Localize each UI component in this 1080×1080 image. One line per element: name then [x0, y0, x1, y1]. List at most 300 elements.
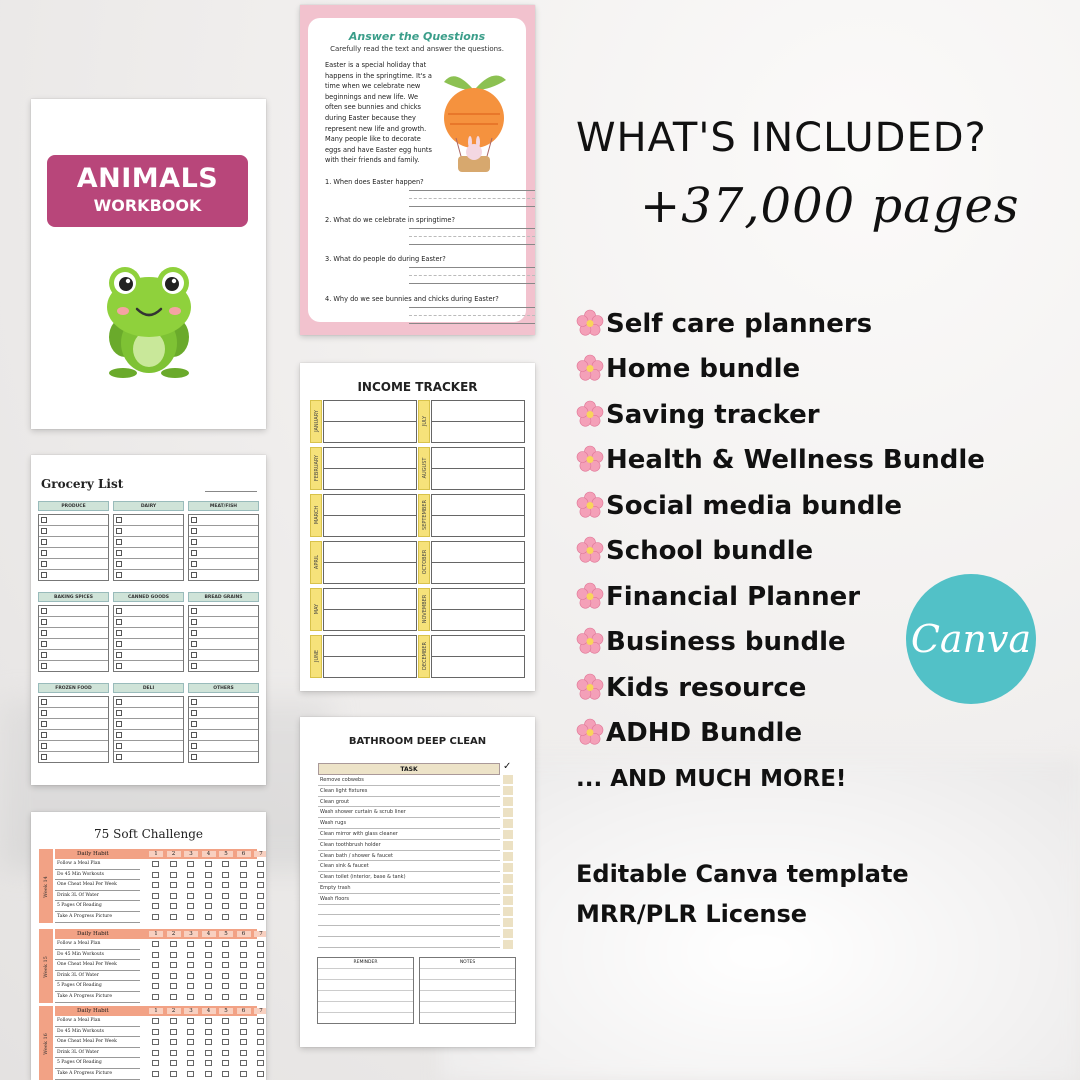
income-month-row [418, 539, 526, 586]
habit-checkbox[interactable] [205, 1018, 212, 1024]
habit-checkbox[interactable] [257, 962, 264, 968]
habit-checkbox[interactable] [222, 952, 229, 958]
habit-checkbox[interactable] [187, 952, 194, 958]
habit-checkbox[interactable] [152, 1029, 159, 1035]
habit-checkbox[interactable] [257, 914, 264, 920]
habit-checkbox[interactable] [222, 941, 229, 947]
task-row[interactable]: Empty trash [318, 883, 500, 894]
grocery-checkbox[interactable] [191, 699, 197, 705]
included-item-label: ADHD Bundle [606, 718, 803, 749]
task-row[interactable]: Clean mirror with glass cleaner [318, 829, 500, 840]
habit-checkbox[interactable] [222, 1029, 229, 1035]
habit-checkbox[interactable] [152, 1050, 159, 1056]
income-right-column [418, 398, 526, 680]
habit-checkbox[interactable] [152, 962, 159, 968]
habit-checkbox[interactable] [205, 903, 212, 909]
answer-lines-2[interactable] [409, 228, 535, 252]
grocery-checkbox[interactable] [191, 619, 197, 625]
footer-line-1: Editable Canva template [576, 860, 909, 888]
habit-row: Follow a Meal Plan [55, 939, 140, 950]
task-checkbox-column[interactable] [503, 775, 513, 951]
grocery-section [113, 683, 184, 763]
task-row[interactable] [318, 915, 500, 926]
grocery-checkbox[interactable] [191, 608, 197, 614]
animals-workbook-page [31, 99, 266, 429]
habit-checkbox[interactable] [152, 1018, 159, 1024]
animals-banner [47, 155, 248, 227]
habit-checkbox[interactable] [205, 1039, 212, 1045]
grocery-checkbox[interactable] [41, 710, 47, 716]
income-entry-box[interactable] [431, 494, 525, 537]
habit-checkbox[interactable] [257, 994, 264, 1000]
answer-title: Answer the Questions [348, 30, 486, 43]
grocery-checkbox[interactable] [116, 754, 122, 760]
flower-icon [576, 354, 604, 382]
day-number: 7 [254, 1008, 266, 1014]
grocery-items-list[interactable] [38, 605, 109, 672]
income-entry-box[interactable] [431, 541, 525, 584]
habit-checkbox[interactable] [222, 903, 229, 909]
carrot-balloon-illustration [434, 68, 514, 178]
habit-checkbox[interactable] [170, 882, 177, 888]
grocery-checkbox[interactable] [116, 699, 122, 705]
habit-checkbox[interactable] [240, 914, 247, 920]
grocery-checkbox[interactable] [191, 663, 197, 669]
grocery-checkbox[interactable] [116, 517, 122, 523]
task-row[interactable]: Wash floors [318, 894, 500, 905]
habit-checkbox[interactable] [187, 903, 194, 909]
grocery-items-list[interactable] [188, 605, 259, 672]
income-entry-box[interactable] [323, 447, 417, 490]
habit-row: One Cheat Meal Per Week [55, 880, 140, 891]
grocery-checkbox[interactable] [116, 550, 122, 556]
habit-checkbox[interactable] [205, 1029, 212, 1035]
grocery-checkbox[interactable] [116, 743, 122, 749]
habit-checkbox[interactable] [222, 882, 229, 888]
month-label: FEBRUARY [314, 454, 320, 482]
grocery-items-list[interactable] [113, 696, 184, 763]
challenge-title: 75 Soft Challenge [94, 827, 203, 841]
habit-checkbox[interactable] [187, 882, 194, 888]
grocery-items-list[interactable] [188, 514, 259, 581]
income-entry-box[interactable] [323, 541, 417, 584]
animals-subtitle: WORKBOOK [93, 196, 202, 215]
habit-checkbox[interactable] [257, 1018, 264, 1024]
day-number: 1 [149, 931, 163, 937]
habit-checkbox[interactable] [152, 973, 159, 979]
income-month-row [418, 445, 526, 492]
habit-checkbox[interactable] [240, 1039, 247, 1045]
grocery-checkbox[interactable] [191, 721, 197, 727]
habit-checkbox[interactable] [170, 1071, 177, 1077]
day-number: 2 [167, 851, 181, 857]
habit-header-row [55, 929, 263, 939]
habit-header-row [55, 849, 263, 859]
grocery-checkbox[interactable] [41, 550, 47, 556]
day-number: 6 [237, 1008, 251, 1014]
day-number: 6 [237, 851, 251, 857]
grocery-checkbox[interactable] [41, 539, 47, 545]
grocery-checkbox[interactable] [41, 732, 47, 738]
habit-checkbox[interactable] [152, 872, 159, 878]
habit-checkbox[interactable] [257, 1050, 264, 1056]
week-label-text: Week 14 [43, 876, 49, 898]
grocery-checkbox[interactable] [41, 619, 47, 625]
habit-checkbox[interactable] [222, 1060, 229, 1066]
grocery-checkbox[interactable] [191, 754, 197, 760]
month-label: MARCH [314, 505, 320, 525]
habit-checkbox[interactable] [257, 1029, 264, 1035]
and-much-more [576, 756, 985, 802]
habit-checkbox[interactable] [205, 1060, 212, 1066]
habit-checkbox[interactable] [170, 1029, 177, 1035]
income-month-row [310, 445, 418, 492]
habit-checkbox[interactable] [187, 861, 194, 867]
habit-checkbox[interactable] [205, 962, 212, 968]
task-row[interactable] [318, 905, 500, 916]
grocery-checkbox[interactable] [116, 630, 122, 636]
habit-checkbox[interactable] [240, 893, 247, 899]
included-item-label: Kids resource [606, 672, 807, 703]
habit-checkbox[interactable] [257, 903, 264, 909]
habit-checkbox[interactable] [187, 1039, 194, 1045]
question-2: 2. What do we celebrate in springtime? [325, 216, 455, 224]
habit-checkbox[interactable] [222, 973, 229, 979]
habit-checkbox[interactable] [170, 872, 177, 878]
grocery-checkbox[interactable] [41, 528, 47, 534]
habit-checkbox[interactable] [222, 983, 229, 989]
income-left-column [310, 398, 418, 680]
included-item-label: Self care planners [606, 308, 873, 339]
habit-checkbox[interactable] [257, 893, 264, 899]
grocery-section [38, 501, 109, 581]
income-entry-box[interactable] [323, 635, 417, 678]
grocery-checkbox[interactable] [191, 630, 197, 636]
included-item-label: Business bundle [606, 627, 846, 658]
grocery-items-list[interactable] [113, 605, 184, 672]
habit-checkbox[interactable] [170, 952, 177, 958]
task-row[interactable] [318, 926, 500, 937]
habit-checkbox[interactable] [257, 1060, 264, 1066]
grocery-checkbox[interactable] [116, 619, 122, 625]
answer-lines-4[interactable] [409, 307, 535, 321]
day-number: 4 [202, 1008, 216, 1014]
habit-checkbox[interactable] [205, 872, 212, 878]
day-number: 6 [237, 931, 251, 937]
habit-checkbox[interactable] [240, 882, 247, 888]
habit-checkbox[interactable] [222, 994, 229, 1000]
task-row[interactable]: Clean toilet (interior, base & tank) [318, 872, 500, 883]
grocery-checkbox[interactable] [116, 652, 122, 658]
grocery-checkbox[interactable] [191, 561, 197, 567]
habit-row: Take A Progress Picture [55, 992, 140, 1003]
grocery-checkbox[interactable] [116, 641, 122, 647]
grocery-checkbox[interactable] [116, 561, 122, 567]
answer-lines-1[interactable] [409, 190, 535, 214]
income-month-row [310, 492, 418, 539]
habit-checkbox[interactable] [187, 983, 194, 989]
grocery-checkbox[interactable] [116, 663, 122, 669]
task-row[interactable] [318, 937, 500, 948]
month-label: JULY [422, 415, 428, 427]
habit-checkbox[interactable] [170, 914, 177, 920]
habit-row: Take A Progress Picture [55, 1069, 140, 1080]
habit-checkbox[interactable] [152, 1060, 159, 1066]
habit-checkbox[interactable] [187, 872, 194, 878]
task-row[interactable]: Wash rugs [318, 818, 500, 829]
task-row[interactable]: Clean light fixtures [318, 786, 500, 797]
income-entry-box[interactable] [431, 447, 525, 490]
habit-checkbox[interactable] [222, 1071, 229, 1077]
day-number: 3 [184, 1008, 198, 1014]
and-much-more-label: ... AND MUCH MORE! [576, 765, 847, 792]
grocery-checkbox[interactable] [116, 608, 122, 614]
habit-checkbox[interactable] [170, 893, 177, 899]
grocery-section-header: CANNED GOODS [113, 592, 184, 602]
habit-checkbox[interactable] [170, 994, 177, 1000]
notes-box[interactable] [419, 957, 516, 1024]
grocery-checkbox[interactable] [41, 721, 47, 727]
habit-checkbox[interactable] [240, 983, 247, 989]
habit-checkbox[interactable] [205, 893, 212, 899]
habit-checkbox[interactable] [240, 1071, 247, 1077]
habit-checkbox[interactable] [222, 914, 229, 920]
habit-checkbox[interactable] [240, 994, 247, 1000]
bathroom-deep-clean-page [300, 717, 535, 1047]
included-item [576, 347, 985, 393]
grocery-checkbox[interactable] [191, 743, 197, 749]
habit-checkbox[interactable] [152, 1039, 159, 1045]
grocery-checkbox[interactable] [41, 517, 47, 523]
habit-checkbox[interactable] [257, 861, 264, 867]
week-label-text: Week 16 [43, 1033, 49, 1055]
habit-checkbox[interactable] [152, 882, 159, 888]
grocery-section [188, 592, 259, 672]
grocery-checkbox[interactable] [191, 528, 197, 534]
income-entry-box[interactable] [431, 588, 525, 631]
habit-checkbox[interactable] [205, 994, 212, 1000]
habit-checkbox[interactable] [205, 914, 212, 920]
habit-row: Do 45 Min Workouts [55, 1027, 140, 1038]
habit-checkbox[interactable] [240, 962, 247, 968]
habit-checkbox[interactable] [240, 1018, 247, 1024]
grocery-checkbox[interactable] [191, 550, 197, 556]
habit-checkbox[interactable] [205, 1050, 212, 1056]
grocery-items-list[interactable] [113, 514, 184, 581]
habit-checkbox[interactable] [187, 1029, 194, 1035]
habit-checkbox[interactable] [205, 1071, 212, 1077]
habit-checkbox[interactable] [187, 914, 194, 920]
month-label: AUGUST [422, 457, 428, 479]
month-label: JUNE [314, 649, 320, 663]
income-entry-box[interactable] [323, 494, 417, 537]
habit-checkbox[interactable] [240, 1060, 247, 1066]
grocery-items-list[interactable] [188, 696, 259, 763]
grocery-checkbox[interactable] [41, 572, 47, 578]
habit-checkbox[interactable] [152, 941, 159, 947]
question-3: 3. What do people do during Easter? [325, 255, 446, 263]
habit-checkbox[interactable] [240, 941, 247, 947]
grocery-section [113, 501, 184, 581]
habit-checkbox[interactable] [240, 973, 247, 979]
habit-checkbox[interactable] [152, 861, 159, 867]
grocery-checkbox[interactable] [41, 743, 47, 749]
grocery-items-list[interactable] [38, 514, 109, 581]
grocery-items-list[interactable] [38, 696, 109, 763]
habit-checkbox[interactable] [187, 1050, 194, 1056]
grocery-checkbox[interactable] [191, 517, 197, 523]
habit-checkbox[interactable] [187, 1018, 194, 1024]
habit-checkbox[interactable] [205, 882, 212, 888]
included-item-label: Saving tracker [606, 399, 820, 430]
grocery-section [188, 683, 259, 763]
habit-checkbox[interactable] [257, 872, 264, 878]
habit-checkbox[interactable] [170, 1060, 177, 1066]
flower-icon [576, 718, 604, 746]
habit-checkbox[interactable] [152, 952, 159, 958]
habit-checkbox[interactable] [187, 973, 194, 979]
income-entry-box[interactable] [323, 588, 417, 631]
habit-checkbox[interactable] [170, 983, 177, 989]
habit-checkbox[interactable] [240, 952, 247, 958]
habit-row: Drink 3L Of Water [55, 1048, 140, 1059]
habit-row: 5 Pages Of Reading [55, 901, 140, 912]
habit-checkbox[interactable] [205, 941, 212, 947]
grocery-checkbox[interactable] [116, 539, 122, 545]
habit-checkbox[interactable] [170, 861, 177, 867]
task-row[interactable]: Clean sink & faucet [318, 861, 500, 872]
habit-checkbox[interactable] [222, 1018, 229, 1024]
income-entry-box[interactable] [431, 635, 525, 678]
habit-checkbox[interactable] [187, 962, 194, 968]
grocery-list-page [31, 455, 266, 785]
grocery-section [38, 683, 109, 763]
habit-checkbox[interactable] [205, 983, 212, 989]
included-item-label: Social media bundle [606, 490, 903, 521]
grocery-checkbox[interactable] [116, 710, 122, 716]
task-row[interactable]: Wash shower curtain & scrub liner [318, 807, 500, 818]
footer-line-2: MRR/PLR License [576, 900, 807, 928]
grocery-checkbox[interactable] [191, 572, 197, 578]
pages-count: +37,000 pages [640, 178, 1020, 234]
task-row[interactable]: Clean bath / shower & faucet [318, 851, 500, 862]
flower-icon [576, 673, 604, 701]
habit-checkbox[interactable] [222, 1039, 229, 1045]
habit-checkbox[interactable] [257, 952, 264, 958]
grocery-checkbox[interactable] [116, 732, 122, 738]
habit-checkbox[interactable] [170, 1018, 177, 1024]
habit-row: Follow a Meal Plan [55, 859, 140, 870]
task-row[interactable]: Clean toothbrush holder [318, 840, 500, 851]
task-row[interactable]: Clean grout [318, 797, 500, 808]
habit-checkbox[interactable] [257, 973, 264, 979]
habit-checkbox[interactable] [152, 893, 159, 899]
grocery-checkbox[interactable] [191, 732, 197, 738]
included-items-list [576, 301, 985, 802]
grocery-checkbox[interactable] [41, 754, 47, 760]
habit-checkbox[interactable] [240, 872, 247, 878]
habit-checkbox[interactable] [170, 1050, 177, 1056]
habit-checkbox[interactable] [222, 1050, 229, 1056]
question-1: 1. When does Easter happen? [325, 178, 424, 186]
habit-checkbox[interactable] [152, 1071, 159, 1077]
habit-checkbox[interactable] [240, 903, 247, 909]
grocery-section-header: OTHERS [188, 683, 259, 693]
grocery-checkbox[interactable] [116, 572, 122, 578]
grocery-checkbox[interactable] [191, 710, 197, 716]
habit-checkbox[interactable] [152, 983, 159, 989]
habit-checkbox[interactable] [170, 903, 177, 909]
grocery-checkbox[interactable] [191, 539, 197, 545]
grocery-checkbox[interactable] [191, 641, 197, 647]
habit-checkbox[interactable] [187, 941, 194, 947]
reminder-box[interactable] [317, 957, 414, 1024]
habit-checkbox[interactable] [240, 861, 247, 867]
day-number: 3 [184, 931, 198, 937]
grocery-checkbox[interactable] [41, 663, 47, 669]
grocery-checkbox[interactable] [41, 630, 47, 636]
task-list [318, 775, 500, 948]
habit-checkbox[interactable] [170, 941, 177, 947]
habit-checkbox[interactable] [222, 861, 229, 867]
grocery-checkbox[interactable] [41, 608, 47, 614]
grocery-checkbox[interactable] [116, 721, 122, 727]
habit-checkbox[interactable] [205, 952, 212, 958]
habit-checkbox[interactable] [222, 962, 229, 968]
grocery-checkbox[interactable] [41, 699, 47, 705]
included-item-label: Health & Wellness Bundle [606, 445, 985, 476]
answer-lines-3[interactable] [409, 267, 535, 291]
habit-checkbox[interactable] [240, 1029, 247, 1035]
income-entry-box[interactable] [323, 400, 417, 443]
habit-checkbox[interactable] [170, 1039, 177, 1045]
task-row[interactable]: Remove cobwebs [318, 775, 500, 786]
day-number: 4 [202, 931, 216, 937]
habit-checkbox[interactable] [170, 973, 177, 979]
habit-checkbox[interactable] [152, 994, 159, 1000]
habit-checkbox[interactable] [257, 983, 264, 989]
habit-checkbox[interactable] [187, 1060, 194, 1066]
habit-checkbox[interactable] [187, 1071, 194, 1077]
habit-checkbox[interactable] [222, 872, 229, 878]
habit-checkbox[interactable] [222, 893, 229, 899]
habit-checkbox[interactable] [257, 1071, 264, 1077]
grocery-checkbox[interactable] [41, 641, 47, 647]
habit-checkbox[interactable] [257, 1039, 264, 1045]
habit-row: Take A Progress Picture [55, 912, 140, 923]
habit-checkbox[interactable] [152, 903, 159, 909]
month-label: APRIL [314, 554, 320, 570]
grocery-checkbox[interactable] [41, 652, 47, 658]
habit-checkbox[interactable] [152, 914, 159, 920]
habit-checkbox[interactable] [205, 973, 212, 979]
habit-checkbox[interactable] [257, 941, 264, 947]
habit-checkbox[interactable] [205, 861, 212, 867]
habit-checkbox[interactable] [187, 893, 194, 899]
grocery-checkbox[interactable] [191, 652, 197, 658]
grocery-checkbox[interactable] [41, 561, 47, 567]
habit-checkbox[interactable] [257, 882, 264, 888]
habit-checkbox[interactable] [240, 1050, 247, 1056]
habit-rows [55, 859, 140, 923]
day-number: 7 [254, 931, 266, 937]
grocery-checkbox[interactable] [116, 528, 122, 534]
income-entry-box[interactable] [431, 400, 525, 443]
check-icon: ✓ [503, 761, 512, 772]
habit-checkbox[interactable] [187, 994, 194, 1000]
included-item [576, 392, 985, 438]
habit-checkbox[interactable] [170, 962, 177, 968]
